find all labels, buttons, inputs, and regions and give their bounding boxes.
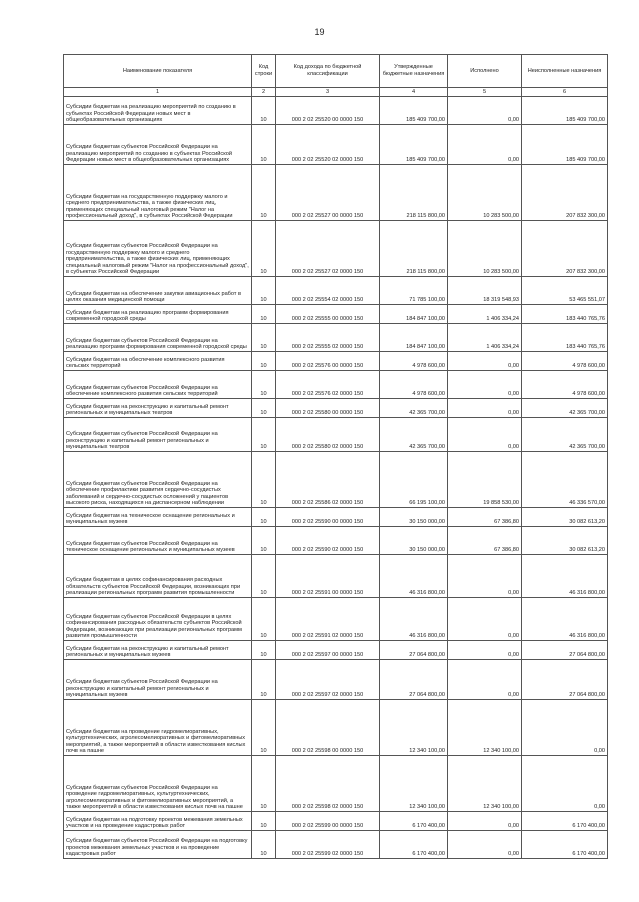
row-line-code-cell: 10 xyxy=(252,399,276,418)
row-approved-cell: 42 365 700,00 xyxy=(380,399,448,418)
row-executed-cell: 0,00 xyxy=(448,125,522,165)
table-row xyxy=(64,598,608,641)
row-line-code-cell: 10 xyxy=(252,277,276,305)
row-executed-cell: 0,00 xyxy=(448,598,522,641)
row-line-code-cell: 10 xyxy=(252,165,276,221)
row-executed-cell: 0,00 xyxy=(448,418,522,452)
col-header-approved: Утвержденные бюджетные назначения xyxy=(380,55,448,88)
row-income-code-cell: 000 2 02 25527 00 0000 150 xyxy=(276,165,380,221)
table-row xyxy=(64,660,608,700)
row-approved-cell: 66 195 100,00 xyxy=(380,452,448,508)
row-name-cell: Субсидии бюджетам субъектов Российской Федерации в целях софинансирования расходных обязательств субъектов Российской Федерации, возникающих при реализации региональных программ развития промышленности xyxy=(64,598,252,641)
row-name-cell: Субсидии бюджетам субъектов Российской Федерации на проведение гидромелиоративных, культуртехнических, агролесомелиоративных и фитомелиоративных мероприятий, а также мероприятий в области известкования кислых почв на пашне xyxy=(64,756,252,812)
row-executed-cell: 10 283 500,00 xyxy=(448,221,522,277)
col-number: 6 xyxy=(522,88,608,97)
row-unexecuted-cell: 30 082 613,20 xyxy=(522,508,608,527)
row-line-code-cell: 10 xyxy=(252,371,276,399)
row-income-code-cell: 000 2 02 25555 00 0000 150 xyxy=(276,305,380,324)
table-row xyxy=(64,97,608,125)
row-approved-cell: 27 064 800,00 xyxy=(380,641,448,660)
row-executed-cell: 0,00 xyxy=(448,352,522,371)
row-unexecuted-cell: 185 409 700,00 xyxy=(522,125,608,165)
table-row xyxy=(64,221,608,277)
table-row xyxy=(64,125,608,165)
row-income-code-cell: 000 2 02 25527 02 0000 150 xyxy=(276,221,380,277)
table-row xyxy=(64,812,608,831)
col-number: 1 xyxy=(64,88,252,97)
row-name-cell: Субсидии бюджетам субъектов Российской Федерации на реализацию мероприятий по созданию в субъектах Российской Федерации новых мест в общеобразовательных организациях xyxy=(64,125,252,165)
row-approved-cell: 12 340 100,00 xyxy=(380,756,448,812)
row-name-cell: Субсидии бюджетам на государственную поддержку малого и среднего предпринимательства, а также физических лиц, применяющих специальный налоговый режим "Налог на профессиональный доход", в субъектах Российской Федерации xyxy=(64,165,252,221)
row-approved-cell: 30 150 000,00 xyxy=(380,508,448,527)
row-line-code-cell: 10 xyxy=(252,305,276,324)
column-number-row xyxy=(64,88,608,97)
row-income-code-cell: 000 2 02 25599 02 0000 150 xyxy=(276,831,380,859)
row-unexecuted-cell: 46 336 570,00 xyxy=(522,452,608,508)
row-approved-cell: 184 847 100,00 xyxy=(380,324,448,352)
table-row xyxy=(64,756,608,812)
row-income-code-cell: 000 2 02 25576 00 0000 150 xyxy=(276,352,380,371)
row-unexecuted-cell: 183 440 765,76 xyxy=(522,324,608,352)
col-number: 4 xyxy=(380,88,448,97)
table-row xyxy=(64,352,608,371)
row-income-code-cell: 000 2 02 25597 00 0000 150 xyxy=(276,641,380,660)
table-row xyxy=(64,305,608,324)
row-name-cell: Субсидии бюджетам субъектов Российской Федерации на техническое оснащение региональных и муниципальных музеев xyxy=(64,527,252,555)
row-income-code-cell: 000 2 02 25580 02 0000 150 xyxy=(276,418,380,452)
col-number: 5 xyxy=(448,88,522,97)
row-name-cell: Субсидии бюджетам на техническое оснащение региональных и муниципальных музеев xyxy=(64,508,252,527)
row-executed-cell: 0,00 xyxy=(448,641,522,660)
row-unexecuted-cell: 0,00 xyxy=(522,700,608,756)
row-income-code-cell: 000 2 02 25590 02 0000 150 xyxy=(276,527,380,555)
table-row xyxy=(64,555,608,598)
row-income-code-cell: 000 2 02 25520 00 0000 150 xyxy=(276,97,380,125)
row-income-code-cell: 000 2 02 25555 02 0000 150 xyxy=(276,324,380,352)
row-line-code-cell: 10 xyxy=(252,555,276,598)
row-executed-cell: 0,00 xyxy=(448,555,522,598)
row-unexecuted-cell: 27 064 800,00 xyxy=(522,641,608,660)
budget-execution-table xyxy=(63,54,608,859)
row-income-code-cell: 000 2 02 25598 02 0000 150 xyxy=(276,756,380,812)
row-approved-cell: 42 365 700,00 xyxy=(380,418,448,452)
row-unexecuted-cell: 207 832 300,00 xyxy=(522,221,608,277)
col-header-income-code: Код дохода по бюджетной классификации xyxy=(276,55,380,88)
row-unexecuted-cell: 27 064 800,00 xyxy=(522,660,608,700)
row-approved-cell: 6 170 400,00 xyxy=(380,812,448,831)
row-income-code-cell: 000 2 02 25576 02 0000 150 xyxy=(276,371,380,399)
row-approved-cell: 4 978 600,00 xyxy=(380,371,448,399)
row-executed-cell: 1 406 334,24 xyxy=(448,305,522,324)
row-name-cell: Субсидии бюджетам на подготовку проектов межевания земельных участков и на проведение кадастровых работ xyxy=(64,812,252,831)
row-line-code-cell: 10 xyxy=(252,756,276,812)
table-row xyxy=(64,508,608,527)
row-income-code-cell: 000 2 02 25598 00 0000 150 xyxy=(276,700,380,756)
row-income-code-cell: 000 2 02 25554 02 0000 150 xyxy=(276,277,380,305)
row-unexecuted-cell: 0,00 xyxy=(522,756,608,812)
row-line-code-cell: 10 xyxy=(252,221,276,277)
row-approved-cell: 185 409 700,00 xyxy=(380,97,448,125)
table-row xyxy=(64,324,608,352)
row-approved-cell: 4 978 600,00 xyxy=(380,352,448,371)
row-executed-cell: 12 340 100,00 xyxy=(448,700,522,756)
col-header-executed: Исполнено xyxy=(448,55,522,88)
row-approved-cell: 218 115 800,00 xyxy=(380,165,448,221)
row-approved-cell: 184 847 100,00 xyxy=(380,305,448,324)
row-name-cell: Субсидии бюджетам на обеспечение комплексного развития сельских территорий xyxy=(64,352,252,371)
row-unexecuted-cell: 6 170 400,00 xyxy=(522,831,608,859)
row-approved-cell: 30 150 000,00 xyxy=(380,527,448,555)
row-income-code-cell: 000 2 02 25590 00 0000 150 xyxy=(276,508,380,527)
row-name-cell: Субсидии бюджетам субъектов Российской Федерации на подготовку проектов межевания земельных участков и на проведение кадастровых работ xyxy=(64,831,252,859)
row-name-cell: Субсидии бюджетам на обеспечение закупки авиационных работ в целях оказания медицинской помощи xyxy=(64,277,252,305)
row-executed-cell: 0,00 xyxy=(448,812,522,831)
row-name-cell: Субсидии бюджетам на реконструкцию и капитальный ремонт региональных и муниципальных театров xyxy=(64,399,252,418)
table-row xyxy=(64,452,608,508)
row-unexecuted-cell: 183 440 765,76 xyxy=(522,305,608,324)
row-executed-cell: 0,00 xyxy=(448,660,522,700)
col-number: 3 xyxy=(276,88,380,97)
table-row xyxy=(64,165,608,221)
row-executed-cell: 10 283 500,00 xyxy=(448,165,522,221)
row-unexecuted-cell: 185 409 700,00 xyxy=(522,97,608,125)
row-executed-cell: 67 386,80 xyxy=(448,527,522,555)
table-row xyxy=(64,700,608,756)
row-name-cell: Субсидии бюджетам в целях софинансирования расходных обязательств субъектов Российской Федерации, возникающих при реализации региональных программ развития промышленности xyxy=(64,555,252,598)
row-executed-cell: 1 406 334,24 xyxy=(448,324,522,352)
row-line-code-cell: 10 xyxy=(252,418,276,452)
row-unexecuted-cell: 53 465 551,07 xyxy=(522,277,608,305)
row-line-code-cell: 10 xyxy=(252,527,276,555)
table-row xyxy=(64,371,608,399)
row-executed-cell: 19 858 530,00 xyxy=(448,452,522,508)
row-line-code-cell: 10 xyxy=(252,125,276,165)
row-line-code-cell: 10 xyxy=(252,324,276,352)
row-line-code-cell: 10 xyxy=(252,641,276,660)
row-name-cell: Субсидии бюджетам субъектов Российской Федерации на реконструкцию и капитальный ремонт региональных и муниципальных музеев xyxy=(64,660,252,700)
header-row xyxy=(64,55,608,88)
table-row xyxy=(64,399,608,418)
row-line-code-cell: 10 xyxy=(252,831,276,859)
row-line-code-cell: 10 xyxy=(252,352,276,371)
row-executed-cell: 18 319 548,93 xyxy=(448,277,522,305)
row-line-code-cell: 10 xyxy=(252,812,276,831)
row-name-cell: Субсидии бюджетам субъектов Российской Федерации на обеспечение профилактики развития сердечно-сосудистых заболеваний и сердечно-сосудистых осложнений у пациентов высокого риска, находящихся на диспансерном наблюдении xyxy=(64,452,252,508)
row-approved-cell: 27 064 800,00 xyxy=(380,660,448,700)
table-row xyxy=(64,418,608,452)
row-name-cell: Субсидии бюджетам на реконструкцию и капитальный ремонт региональных и муниципальных музеев xyxy=(64,641,252,660)
table-row xyxy=(64,527,608,555)
row-unexecuted-cell: 46 316 800,00 xyxy=(522,598,608,641)
row-executed-cell: 67 386,80 xyxy=(448,508,522,527)
row-name-cell: Субсидии бюджетам субъектов Российской Федерации на реконструкцию и капитальный ремонт региональных и муниципальных театров xyxy=(64,418,252,452)
col-header-name: Наименование показателя xyxy=(64,55,252,88)
row-unexecuted-cell: 30 082 613,20 xyxy=(522,527,608,555)
col-header-unexecuted: Неисполненные назначения xyxy=(522,55,608,88)
row-line-code-cell: 10 xyxy=(252,97,276,125)
col-header-line-code: Код строки xyxy=(252,55,276,88)
row-unexecuted-cell: 4 978 600,00 xyxy=(522,352,608,371)
row-approved-cell: 6 170 400,00 xyxy=(380,831,448,859)
row-income-code-cell: 000 2 02 25591 02 0000 150 xyxy=(276,598,380,641)
row-income-code-cell: 000 2 02 25520 02 0000 150 xyxy=(276,125,380,165)
row-line-code-cell: 10 xyxy=(252,452,276,508)
row-executed-cell: 0,00 xyxy=(448,97,522,125)
row-unexecuted-cell: 46 316 800,00 xyxy=(522,555,608,598)
row-line-code-cell: 10 xyxy=(252,700,276,756)
page-number: 19 xyxy=(314,27,325,37)
row-income-code-cell: 000 2 02 25591 00 0000 150 xyxy=(276,555,380,598)
row-unexecuted-cell: 42 365 700,00 xyxy=(522,418,608,452)
row-name-cell: Субсидии бюджетам субъектов Российской Федерации на реализацию программ формирования современной городской среды xyxy=(64,324,252,352)
row-executed-cell: 0,00 xyxy=(448,399,522,418)
row-approved-cell: 46 316 800,00 xyxy=(380,555,448,598)
table-row xyxy=(64,831,608,859)
row-approved-cell: 218 115 800,00 xyxy=(380,221,448,277)
row-line-code-cell: 10 xyxy=(252,508,276,527)
row-executed-cell: 0,00 xyxy=(448,371,522,399)
row-name-cell: Субсидии бюджетам на реализацию программ формирования современной городской среды xyxy=(64,305,252,324)
row-executed-cell: 0,00 xyxy=(448,831,522,859)
row-approved-cell: 46 316 800,00 xyxy=(380,598,448,641)
row-unexecuted-cell: 4 978 600,00 xyxy=(522,371,608,399)
row-income-code-cell: 000 2 02 25599 00 0000 150 xyxy=(276,812,380,831)
row-income-code-cell: 000 2 02 25586 02 0000 150 xyxy=(276,452,380,508)
row-name-cell: Субсидии бюджетам субъектов Российской Федерации на обеспечение комплексного развития сельских территорий xyxy=(64,371,252,399)
table-row xyxy=(64,277,608,305)
row-line-code-cell: 10 xyxy=(252,660,276,700)
row-unexecuted-cell: 207 832 300,00 xyxy=(522,165,608,221)
row-line-code-cell: 10 xyxy=(252,598,276,641)
row-approved-cell: 71 785 100,00 xyxy=(380,277,448,305)
row-unexecuted-cell: 6 170 400,00 xyxy=(522,812,608,831)
row-approved-cell: 185 409 700,00 xyxy=(380,125,448,165)
row-executed-cell: 12 340 100,00 xyxy=(448,756,522,812)
row-name-cell: Субсидии бюджетам на проведение гидромелиоративных, культуртехнических, агролесомелиоративных и фитомелиоративных мероприятий, а также мероприятий в области известкования кислых почв на пашне xyxy=(64,700,252,756)
row-income-code-cell: 000 2 02 25580 00 0000 150 xyxy=(276,399,380,418)
row-name-cell: Субсидии бюджетам на реализацию мероприятий по созданию в субъектах Российской Федерации новых мест в общеобразовательных организациях xyxy=(64,97,252,125)
col-number: 2 xyxy=(252,88,276,97)
row-name-cell: Субсидии бюджетам субъектов Российской Федерации на государственную поддержку малого и среднего предпринимательства, а также физических лиц, применяющих специальный налоговый режим "Налог на профессиональный доход", в субъектах Российской Федерации xyxy=(64,221,252,277)
row-unexecuted-cell: 42 365 700,00 xyxy=(522,399,608,418)
row-income-code-cell: 000 2 02 25597 02 0000 150 xyxy=(276,660,380,700)
table-row xyxy=(64,641,608,660)
row-approved-cell: 12 340 100,00 xyxy=(380,700,448,756)
